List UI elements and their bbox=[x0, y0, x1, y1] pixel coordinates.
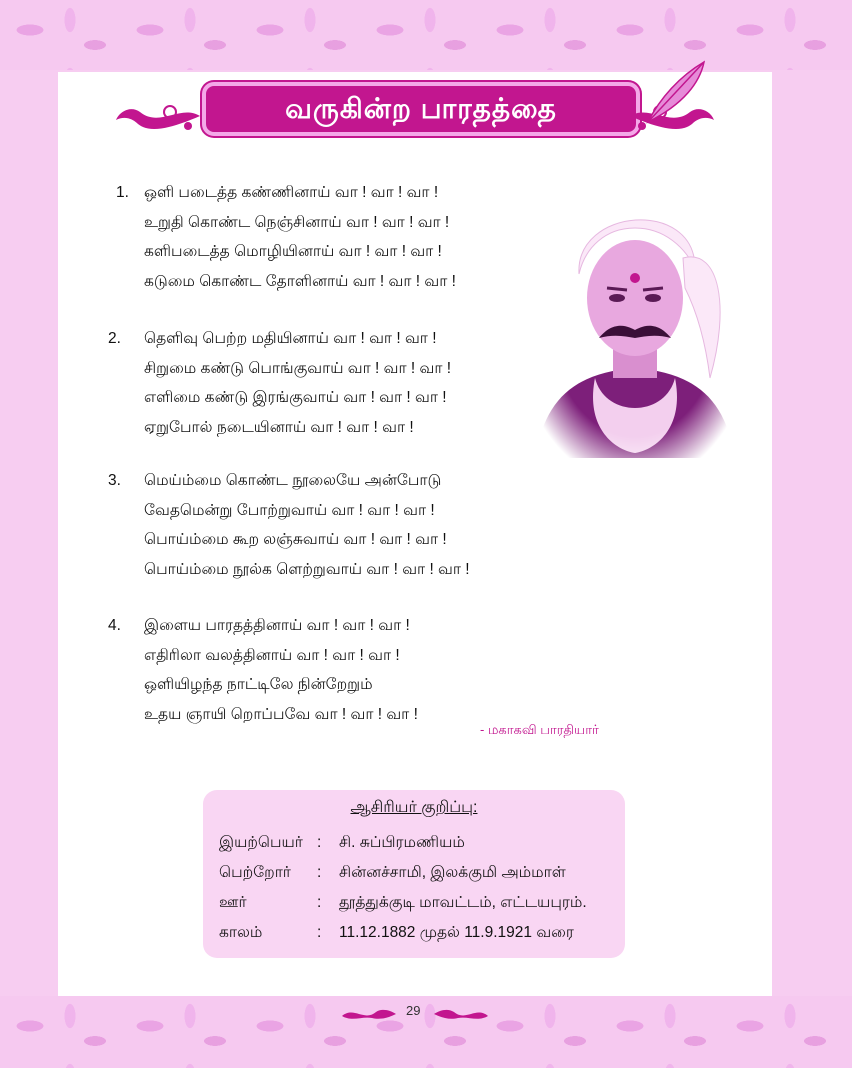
poem-line: மெய்ம்மை கொண்ட நூலையே அன்போடு bbox=[144, 472, 442, 489]
poem-line: களிபடைத்த மொழியினாய் வா ! வா ! வா ! bbox=[144, 243, 442, 260]
poem-line: தெளிவு பெற்ற மதியினாய் வா ! வா ! வா ! bbox=[144, 330, 437, 347]
note-colon: : bbox=[317, 894, 322, 911]
bottom-border-pattern bbox=[0, 996, 852, 1068]
note-key: பெற்றோர் bbox=[219, 864, 291, 881]
page-ornament-right-icon bbox=[432, 1004, 490, 1024]
stanza-4 bbox=[108, 611, 418, 729]
poem-line: ஒளியிழந்த நாட்டிலே நின்றேறும் bbox=[144, 676, 373, 693]
stanza-2 bbox=[108, 324, 451, 442]
author-note-title: ஆசிரியர் குறிப்பு: bbox=[350, 799, 478, 816]
poem-line: ஏறுபோல் நடையினாய் வா ! வா ! வா ! bbox=[144, 418, 414, 436]
note-key: இயற்பெயர் bbox=[219, 834, 303, 851]
top-border-pattern bbox=[0, 0, 852, 70]
note-colon: : bbox=[317, 864, 322, 881]
stanza-number: 2. bbox=[108, 330, 121, 347]
stanza-number: 1. bbox=[116, 184, 129, 201]
note-value: சி. சுப்பிரமணியம் bbox=[339, 834, 465, 851]
poem-line: வேதமென்று போற்றுவாய் வா ! வா ! வா ! bbox=[144, 501, 435, 519]
poem-line: ஒளி படைத்த கண்ணினாய் வா ! வா ! வா ! bbox=[144, 184, 439, 201]
poem-line: சிறுமை கண்டு பொங்குவாய் வா ! வா ! வா ! bbox=[144, 359, 452, 377]
note-key: ஊர் bbox=[219, 894, 247, 911]
page-title: வருகின்ற பாரதத்தை வாழ்த்துதல் bbox=[202, 82, 640, 136]
author-note-box bbox=[203, 790, 625, 958]
stanza-number: 3. bbox=[108, 472, 121, 489]
feather-quill-icon bbox=[640, 58, 710, 128]
poem-line: எளிமை கண்டு இரங்குவாய் வா ! வா ! வா ! bbox=[144, 389, 447, 406]
note-value: 11.12.1882 முதல் 11.9.1921 வரை bbox=[339, 924, 574, 941]
title-banner bbox=[110, 80, 720, 170]
poem-line: எதிரிலா வலத்தினாய் வா ! வா ! வா ! bbox=[144, 646, 400, 664]
note-colon: : bbox=[317, 924, 322, 941]
portrait-bharathiyar-icon bbox=[535, 188, 735, 458]
poem-line: பொய்ம்மை கூற லஞ்சுவாய் வா ! வா ! வா ! bbox=[144, 531, 447, 548]
poem-line: பொய்ம்மை நூல்க ளெற்றுவாய் வா ! வா ! வா ! bbox=[144, 560, 470, 578]
stanza-number: 4. bbox=[108, 617, 121, 634]
poet-credit: - மகாகவி பாரதியார் bbox=[480, 722, 599, 737]
stanza-1 bbox=[108, 178, 456, 296]
note-value: சின்னச்சாமி, இலக்குமி அம்மாள் bbox=[339, 864, 566, 881]
note-key: காலம் bbox=[219, 924, 263, 941]
poem-line: கடுமை கொண்ட தோளினாய் வா ! வா ! வா ! bbox=[144, 272, 456, 290]
note-colon: : bbox=[317, 834, 322, 851]
swirl-ornament-left-icon bbox=[110, 98, 205, 138]
stanza-3 bbox=[108, 466, 470, 584]
poem-line: உதய ஞாயி றொப்பவே வா ! வா ! வா ! bbox=[144, 705, 418, 723]
poem-line: இளைய பாரதத்தினாய் வா ! வா ! வா ! bbox=[144, 617, 410, 634]
page-ornament-left-icon bbox=[340, 1004, 398, 1024]
page-number: 29 bbox=[406, 1003, 421, 1018]
note-value: தூத்துக்குடி மாவட்டம், எட்டயபுரம். bbox=[339, 894, 587, 911]
poem-line: உறுதி கொண்ட நெஞ்சினாய் வா ! வா ! வா ! bbox=[144, 213, 450, 231]
